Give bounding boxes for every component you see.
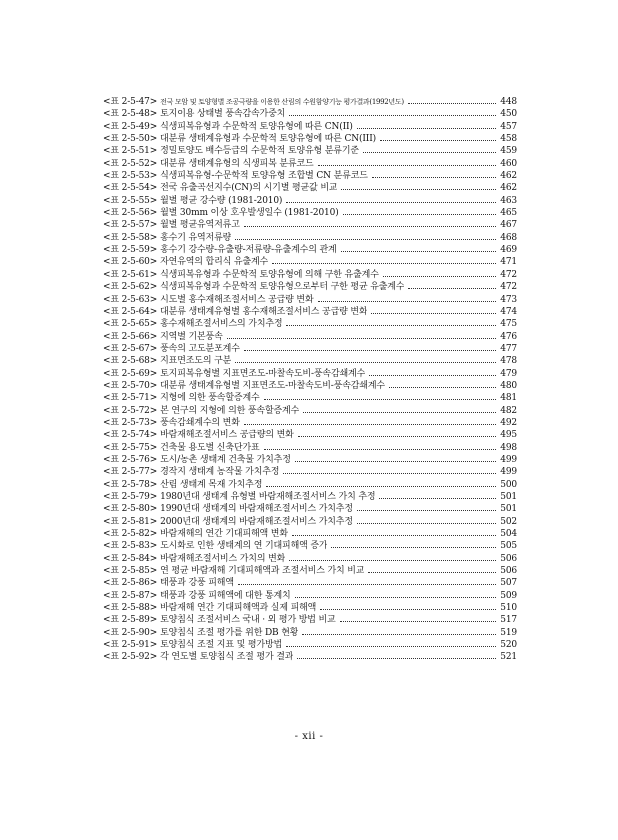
toc-entry-page: 471 (500, 257, 517, 268)
toc-entry[interactable] (103, 331, 517, 343)
toc-leader-dots (297, 657, 496, 659)
toc-entry-page: 498 (500, 442, 517, 453)
toc-leader-dots (286, 324, 496, 326)
toc-entry-title: 전국 모암 및 토양형별 조공극량을 이용한 산림의 수원함양기능 평가결과(1992년도) (160, 98, 404, 106)
toc-entry-page: 520 (500, 640, 517, 651)
toc-entry-title: 식생피복유형과 수문학적 토양유형으로부터 구한 평균 유출계수 (160, 282, 405, 293)
toc-entry-page: 482 (500, 405, 517, 416)
toc-entry-id: <표 2-5-58> (103, 232, 158, 243)
toc-entry-id: <표 2-5-47> (103, 97, 158, 107)
toc-entry-id: <표 2-5-71> (103, 393, 158, 404)
toc-leader-dots (227, 337, 496, 339)
page-number: - xii - (294, 731, 324, 742)
toc-leader-dots (244, 349, 496, 351)
toc-entry-title: 토양침식 조절 평가를 위한 DB 현황 (160, 627, 299, 638)
toc-entry-id: <표 2-5-72> (103, 405, 158, 416)
toc-entry-page: 500 (500, 479, 517, 490)
toc-entry-id: <표 2-5-90> (103, 627, 158, 638)
toc-entry-title: 식생피복유형과 수문학적 토양유형에 의해 구한 유출계수 (160, 269, 379, 280)
toc-entry[interactable] (103, 503, 517, 515)
toc-entry-page: 499 (500, 454, 517, 465)
toc-entry[interactable] (103, 343, 517, 355)
toc-leader-dots (286, 201, 496, 203)
toc-leader-dots (283, 472, 496, 474)
toc-entry-page: 495 (500, 430, 517, 441)
toc-entry-page: 509 (500, 590, 517, 601)
toc-entry-page: 505 (500, 541, 517, 552)
toc-leader-dots (244, 423, 496, 425)
toc-leader-dots (318, 300, 496, 302)
toc-entry-title: 바람재해조절서비스 가치의 변화 (160, 553, 286, 564)
toc-leader-dots (408, 287, 496, 289)
toc-entry[interactable] (103, 281, 517, 293)
toc-entry[interactable] (103, 466, 517, 478)
toc-entry-id: <표 2-5-73> (103, 417, 158, 428)
toc-entry-id: <표 2-5-67> (103, 343, 158, 354)
toc-leader-dots (371, 312, 496, 314)
toc-leader-dots (357, 522, 496, 524)
toc-leader-dots (302, 633, 496, 635)
toc-entry-id: <표 2-5-82> (103, 529, 158, 540)
toc-entry-id: <표 2-5-81> (103, 516, 158, 527)
toc-entry-title: 홍수기 유역저류량 (160, 232, 232, 243)
toc-entry-id: <표 2-5-84> (103, 553, 158, 564)
toc-leader-dots (357, 127, 496, 129)
toc-entry[interactable] (103, 244, 517, 256)
toc-entry-title: 1990년대 생태계의 바람재해조절서비스 가치추정 (160, 504, 353, 515)
toc-entry[interactable] (103, 195, 517, 207)
toc-entry-title: 대분류 생태계유형별 홍수재해조절서비스 공급량 변화 (160, 306, 368, 317)
toc-entry-id: <표 2-5-53> (103, 171, 158, 182)
toc-leader-dots (363, 151, 496, 153)
toc-entry[interactable] (103, 182, 517, 194)
toc-entry-id: <표 2-5-74> (103, 430, 158, 441)
table-of-contents-list (103, 96, 517, 664)
toc-entry[interactable] (103, 614, 517, 626)
toc-entry-page: 448 (500, 97, 517, 107)
toc-entry-page: 507 (500, 578, 517, 589)
toc-entry-page: 474 (500, 306, 517, 317)
toc-entry-page: 462 (500, 171, 517, 182)
toc-entry-id: <표 2-5-80> (103, 504, 158, 515)
toc-entry-id: <표 2-5-64> (103, 306, 158, 317)
toc-entry[interactable] (103, 232, 517, 244)
toc-entry-page: 465 (500, 208, 517, 219)
toc-entry-page: 450 (500, 109, 517, 120)
toc-entry-id: <표 2-5-55> (103, 195, 158, 206)
toc-leader-dots (389, 386, 496, 388)
toc-entry-page: 459 (500, 146, 517, 157)
toc-leader-dots (298, 435, 496, 437)
toc-entry-id: <표 2-5-83> (103, 541, 158, 552)
toc-leader-dots (286, 645, 496, 647)
toc-entry-page: 469 (500, 245, 517, 256)
toc-leader-dots (368, 571, 496, 573)
toc-entry[interactable] (103, 540, 517, 552)
toc-entry-title: 태풍과 강풍 피해액 (160, 578, 234, 589)
toc-entry[interactable] (103, 318, 517, 330)
toc-leader-dots (379, 497, 496, 499)
toc-leader-dots (383, 275, 496, 277)
toc-entry-title: 토지피복유형별 지표면조도-마찰속도비-풍속감쇄계수 (160, 368, 366, 379)
toc-leader-dots (343, 213, 496, 215)
toc-entry-page: 519 (500, 627, 517, 638)
toc-entry-page: 472 (500, 282, 517, 293)
toc-entry-page: 501 (500, 504, 517, 515)
toc-entry-title: 정밀토양도 배수등급의 수문학적 토양유형 분류기준 (160, 146, 359, 157)
toc-entry-id: <표 2-5-89> (103, 615, 158, 626)
toc-entry-id: <표 2-5-60> (103, 257, 158, 268)
toc-entry-page: 501 (500, 492, 517, 502)
toc-entry-page: 462 (500, 183, 517, 194)
toc-entry-id: <표 2-5-52> (103, 158, 158, 169)
toc-entry-title: 1980년대 생태계 유형별 바람재해조절서비스 가치 추정 (160, 492, 376, 502)
toc-entry-title: 바람재해조절서비스 공급량의 변화 (160, 430, 294, 441)
toc-entry-title: 월별 평균유역저류고 (160, 220, 240, 231)
toc-leader-dots (408, 102, 496, 104)
toc-entry-page: 481 (500, 393, 517, 404)
toc-entry-page: 479 (500, 368, 517, 379)
toc-leader-dots (266, 485, 496, 487)
toc-leader-dots (341, 250, 496, 252)
toc-entry[interactable] (103, 219, 517, 231)
toc-leader-dots (340, 620, 496, 622)
toc-entry-page: 463 (500, 195, 517, 206)
toc-entry[interactable] (103, 516, 517, 528)
toc-entry[interactable] (103, 565, 517, 577)
toc-entry-id: <표 2-5-66> (103, 331, 158, 342)
toc-entry-id: <표 2-5-85> (103, 566, 158, 577)
toc-entry-id: <표 2-5-69> (103, 368, 158, 379)
toc-entry[interactable] (103, 454, 517, 466)
toc-leader-dots (295, 460, 496, 462)
toc-entry-title: 바람재해 연간 기대피해액과 실제 피해액 (160, 603, 317, 614)
toc-leader-dots (289, 114, 496, 116)
toc-entry-id: <표 2-5-59> (103, 245, 158, 256)
toc-entry-title: 바람재해의 연간 기대피해액 변화 (160, 529, 288, 540)
toc-entry[interactable] (103, 121, 517, 133)
toc-entry-id: <표 2-5-75> (103, 442, 158, 453)
toc-leader-dots (235, 238, 496, 240)
toc-entry-id: <표 2-5-92> (103, 652, 158, 663)
toc-entry-title: 본 연구의 지형에 의한 풍속할증계수 (160, 405, 300, 416)
toc-entry-title: 경작지 생태계 농작물 가치추정 (160, 467, 280, 478)
toc-entry[interactable] (103, 269, 517, 281)
toc-entry[interactable] (103, 442, 517, 454)
toc-entry-title: 전국 유출곡선지수(CN)의 시기별 평균값 비교 (160, 183, 338, 194)
toc-entry-title: 대분류 생태계유형의 식생피복 분류코드 (160, 158, 314, 169)
toc-entry[interactable] (103, 306, 517, 318)
toc-entry[interactable] (103, 158, 517, 170)
toc-leader-dots (303, 411, 496, 413)
toc-entry-id: <표 2-5-91> (103, 640, 158, 651)
toc-entry[interactable] (103, 651, 517, 663)
toc-entry-title: 지표면조도의 구분 (160, 356, 232, 367)
toc-entry[interactable] (103, 355, 517, 367)
toc-entry-page: 517 (500, 615, 517, 626)
toc-entry-page: 467 (500, 220, 517, 231)
toc-entry-id: <표 2-5-79> (103, 492, 158, 502)
toc-entry-page: 504 (500, 529, 517, 540)
toc-entry[interactable] (103, 479, 517, 491)
toc-leader-dots (238, 583, 496, 585)
toc-entry-title: 도시/농촌 생태계 건축물 가치추정 (160, 454, 291, 465)
toc-entry-title: 자연유역의 합리식 유출계수 (160, 257, 269, 268)
toc-entry-title: 월별 평균 강수량 (1981-2010) (160, 195, 283, 206)
toc-leader-dots (320, 608, 496, 610)
toc-entry-id: <표 2-5-54> (103, 183, 158, 194)
toc-entry-page: 506 (500, 566, 517, 577)
toc-entry[interactable] (103, 429, 517, 441)
toc-entry-id: <표 2-5-56> (103, 208, 158, 219)
toc-leader-dots (264, 398, 496, 400)
toc-entry-id: <표 2-5-65> (103, 319, 158, 330)
toc-entry[interactable] (103, 294, 517, 306)
toc-entry-title: 지형에 의한 풍속할증계수 (160, 393, 260, 404)
toc-entry-title: 지역별 기본풍속 (160, 331, 223, 342)
toc-entry-title: 대분류 생태계유형과 수문학적 토양유형에 따른 CN(III) (160, 134, 376, 145)
toc-entry-page: 521 (500, 652, 517, 663)
toc-entry-id: <표 2-5-77> (103, 467, 158, 478)
toc-entry-id: <표 2-5-70> (103, 380, 158, 391)
toc-entry-page: 468 (500, 232, 517, 243)
toc-entry[interactable] (103, 627, 517, 639)
toc-entry-id: <표 2-5-62> (103, 282, 158, 293)
toc-leader-dots (292, 534, 496, 536)
toc-leader-dots (372, 176, 496, 178)
toc-entry-page: 472 (500, 269, 517, 280)
toc-leader-dots (244, 225, 496, 227)
toc-entry-id: <표 2-5-48> (103, 109, 158, 120)
toc-entry-page: 473 (500, 294, 517, 305)
toc-entry-id: <표 2-5-86> (103, 578, 158, 589)
toc-entry-id: <표 2-5-88> (103, 603, 158, 614)
toc-entry-page: 506 (500, 553, 517, 564)
toc-entry-id: <표 2-5-68> (103, 356, 158, 367)
toc-entry[interactable] (103, 602, 517, 614)
toc-entry-id: <표 2-5-50> (103, 134, 158, 145)
toc-entry-title: 식생피복유형과 수문학적 토양유형에 따른 CN(II) (160, 121, 353, 132)
toc-entry[interactable] (103, 553, 517, 565)
toc-entry-page: 477 (500, 343, 517, 354)
toc-entry-title: 토양침식 조절서비스 국내 · 외 평가 방법 비교 (160, 615, 336, 626)
toc-entry[interactable] (103, 380, 517, 392)
toc-entry-title: 산림 생태계 목재 가치추정 (160, 479, 263, 490)
toc-leader-dots (289, 559, 496, 561)
toc-leader-dots (264, 448, 496, 450)
toc-entry-id: <표 2-5-78> (103, 479, 158, 490)
toc-entry-title: 토지이용 상태별 풍속감속가중치 (160, 109, 286, 120)
toc-entry[interactable] (103, 170, 517, 182)
toc-entry-id: <표 2-5-76> (103, 454, 158, 465)
toc-entry-id: <표 2-5-87> (103, 590, 158, 601)
toc-entry-id: <표 2-5-51> (103, 146, 158, 157)
toc-entry-page: 499 (500, 467, 517, 478)
toc-entry[interactable] (103, 256, 517, 268)
toc-entry-page: 458 (500, 134, 517, 145)
toc-entry-page: 476 (500, 331, 517, 342)
toc-entry[interactable] (103, 133, 517, 145)
toc-entry-page: 510 (500, 603, 517, 614)
toc-entry-page: 502 (500, 516, 517, 527)
toc-leader-dots (357, 509, 496, 511)
toc-entry[interactable] (103, 528, 517, 540)
toc-entry-id: <표 2-5-49> (103, 121, 158, 132)
toc-entry[interactable] (103, 108, 517, 120)
toc-entry[interactable] (103, 639, 517, 651)
toc-entry-id: <표 2-5-63> (103, 294, 158, 305)
toc-entry[interactable] (103, 392, 517, 404)
toc-entry[interactable] (103, 405, 517, 417)
toc-entry-title: 토양침식 조절 지표 및 평가방법 (160, 640, 283, 651)
toc-leader-dots (295, 596, 496, 598)
toc-entry-title: 각 연도별 토양침식 조절 평가 결과 (160, 652, 294, 663)
toc-entry-title: 식생피복유형-수문학적 토양유형 조합별 CN 분류코드 (160, 171, 368, 182)
toc-entry-page: 460 (500, 158, 517, 169)
toc-entry-title: 홍수재해조절서비스의 가치추정 (160, 319, 283, 330)
toc-entry[interactable] (103, 491, 517, 503)
toc-entry[interactable] (103, 145, 517, 157)
toc-leader-dots (235, 361, 496, 363)
toc-leader-dots (341, 188, 496, 190)
toc-entry-title: 도시화로 인한 생태계의 연 기대피해액 증가 (160, 541, 328, 552)
toc-leader-dots (380, 139, 496, 141)
toc-entry-page: 475 (500, 319, 517, 330)
toc-entry-page: 492 (500, 417, 517, 428)
toc-entry-id: <표 2-5-61> (103, 269, 158, 280)
toc-entry-title: 대분류 생태계유형별 지표면조도-마찰속도비-풍속감쇄계수 (160, 380, 385, 391)
toc-entry[interactable] (103, 590, 517, 602)
toc-entry-title: 풍속의 고도분포계수 (160, 343, 240, 354)
toc-leader-dots (272, 262, 496, 264)
toc-entry-title: 월별 30mm 이상 호우발생일수 (1981-2010) (160, 208, 339, 219)
toc-leader-dots (331, 546, 496, 548)
toc-entry[interactable] (103, 207, 517, 219)
toc-entry[interactable] (103, 368, 517, 380)
toc-entry-title: 홍수기 강수량-유출량-저류량-유출계수의 관계 (160, 245, 337, 256)
toc-leader-dots (369, 374, 496, 376)
toc-entry[interactable] (103, 577, 517, 589)
toc-entry-title: 건축물 용도별 신축단가표 (160, 442, 260, 453)
toc-entry[interactable] (103, 417, 517, 429)
toc-entry-id: <표 2-5-57> (103, 220, 158, 231)
toc-entry-title: 연 평균 바람재해 기대피해액과 조절서비스 가치 비교 (160, 566, 365, 577)
toc-entry-title: 시도별 홍수재해조절서비스 공급량 변화 (160, 294, 314, 305)
toc-entry-page: 457 (500, 121, 517, 132)
toc-entry-page: 478 (500, 356, 517, 367)
toc-entry-page: 480 (500, 380, 517, 391)
toc-leader-dots (318, 164, 496, 166)
toc-entry-title: 태풍과 강풍 피해액에 대한 통계치 (160, 590, 291, 601)
toc-entry[interactable] (103, 96, 517, 108)
toc-entry-title: 풍속감쇄계수의 변화 (160, 417, 240, 428)
toc-entry-title: 2000년대 생태계의 바람재해조절서비스 가치추정 (160, 516, 353, 527)
